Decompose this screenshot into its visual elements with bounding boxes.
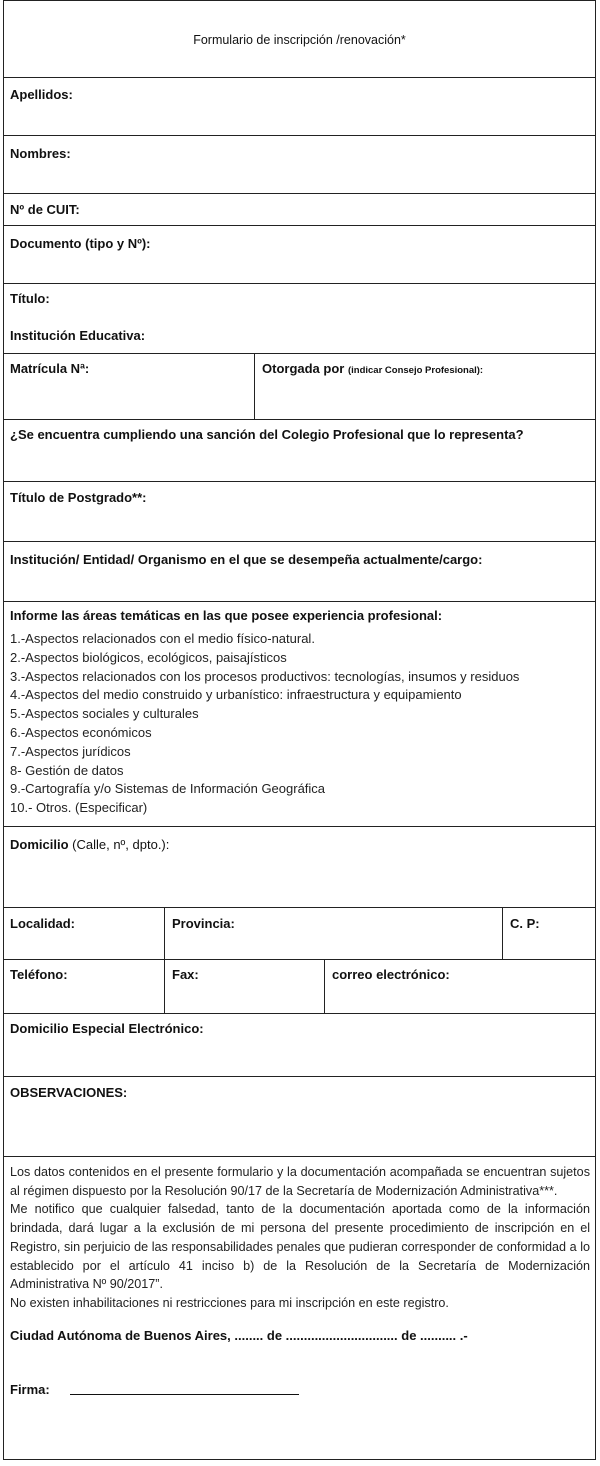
form-title: Formulario de inscripción /renovación* <box>193 33 406 47</box>
correo-cell[interactable] <box>324 960 596 1013</box>
titulo-row[interactable] <box>3 283 596 353</box>
apellidos-label: Apellidos: <box>10 87 73 102</box>
fax-cell[interactable] <box>164 960 324 1013</box>
documento-label: Documento (tipo y Nº): <box>10 236 151 251</box>
documento-row[interactable] <box>3 225 596 283</box>
domicilio-electronico-row[interactable] <box>3 1013 596 1076</box>
cuit-row[interactable] <box>3 193 596 225</box>
sancion-question: ¿Se encuentra cumpliendo una sanción del Colegio Profesional que lo representa? <box>10 427 524 442</box>
matricula-cell[interactable] <box>3 354 254 419</box>
domicilio-row[interactable] <box>3 826 596 907</box>
firma-label: Firma: <box>10 1382 50 1397</box>
nombres-label: Nombres: <box>10 146 71 161</box>
institucion-label: Institución Educativa: <box>10 328 146 343</box>
area-item-3: 3.-Aspectos relacionados con los procesos productivos: tecnologías, insumos y residuos <box>10 668 520 684</box>
title-row <box>3 0 596 77</box>
telefono-cell[interactable] <box>3 960 164 1013</box>
area-item-10: 10.- Otros. (Especificar) <box>10 800 148 816</box>
localidad-cell[interactable] <box>3 908 164 959</box>
area-item-4: 4.-Aspectos del medio construido y urbanístico: infraestructura y equipamiento <box>10 687 462 703</box>
localidad-label: Localidad: <box>10 916 76 931</box>
entidad-label: Institución/ Entidad/ Organismo en el que se desempeña actualmente/cargo: <box>10 552 483 567</box>
postgrado-label: Título de Postgrado**: <box>10 490 147 505</box>
fax-label: Fax: <box>172 967 199 982</box>
area-item-5: 5.-Aspectos sociales y culturales <box>10 706 199 722</box>
cp-label: C. P: <box>510 916 540 931</box>
area-item-8: 8- Gestión de datos <box>10 762 124 778</box>
areas-row <box>3 601 596 826</box>
areas-list <box>10 630 519 818</box>
area-item-7: 7.-Aspectos jurídicos <box>10 743 131 759</box>
observaciones-row[interactable] <box>3 1076 596 1156</box>
entidad-row[interactable] <box>3 541 596 601</box>
ciudad-fecha-line[interactable]: Ciudad Autónoma de Buenos Aires, ........ de ............................... de .......... .- <box>10 1328 468 1343</box>
observaciones-label: OBSERVACIONES: <box>10 1085 128 1100</box>
declaracion-paragraph-1: Los datos contenidos en el presente formulario y la documentación acompañada se encuentran sujetos al régimen dispuesto por la Resolución 90/17 de la Secretaría de Modernización Administrativa***. <box>10 1165 590 1198</box>
area-item-6: 6.-Aspectos económicos <box>10 724 152 740</box>
otorgada-label-note: (indicar Consejo Profesional): <box>347 365 484 376</box>
firma-signature-line <box>70 1394 299 1395</box>
domicilio-label-bold: Domicilio <box>10 837 69 852</box>
matricula-row <box>3 353 596 419</box>
area-item-9: 9.-Cartografía y/o Sistemas de Información Geográfica <box>10 781 326 797</box>
declaracion-paragraph-2: Me notifico que cualquier falsedad, tanto de la documentación aportada como de la información brindada, dará lugar a la exclusión de mi persona del presente procedimiento de inscripción en el Registro, sin perjuicio de las responsabilidades penales que pudieran corresponder de conformidad a lo establecido por el artículo 41 inciso b) de la Resolución de la Secretaría de Modernización Administrativa Nº 90/2017”. <box>10 1202 590 1292</box>
localidad-row <box>3 907 596 959</box>
area-item-2: 2.-Aspectos biológicos, ecológicos, paisajísticos <box>10 649 287 665</box>
sancion-row[interactable] <box>3 419 596 481</box>
provincia-cell[interactable] <box>164 908 502 959</box>
matricula-label: Matrícula Nª: <box>10 361 90 376</box>
declaracion-row <box>3 1156 596 1460</box>
otorgada-cell[interactable] <box>254 354 596 419</box>
provincia-label: Provincia: <box>172 916 235 931</box>
otorgada-label-bold: Otorgada por <box>262 361 345 376</box>
domicilio-label <box>10 837 169 852</box>
contacto-row <box>3 959 596 1013</box>
postgrado-row[interactable] <box>3 481 596 541</box>
areas-heading: Informe las áreas temáticas en las que posee experiencia profesional: <box>10 608 443 623</box>
otorgada-label <box>262 361 483 376</box>
area-item-1: 1.-Aspectos relacionados con el medio físico-natural. <box>10 631 315 646</box>
titulo-label: Título: <box>10 291 50 306</box>
domicilio-label-note: (Calle, nº, dpto.): <box>72 837 170 852</box>
firma-block[interactable] <box>10 1378 310 1402</box>
correo-label: correo electrónico: <box>332 967 450 982</box>
nombres-row[interactable] <box>3 135 596 193</box>
domicilio-electronico-label: Domicilio Especial Electrónico: <box>10 1021 204 1036</box>
declaracion-text <box>10 1163 590 1313</box>
telefono-label: Teléfono: <box>10 967 68 982</box>
cuit-label: Nº de CUIT: <box>10 202 80 217</box>
apellidos-row[interactable] <box>3 77 596 135</box>
declaracion-paragraph-3: No existen inhabilitaciones ni restricciones para mi inscripción en este registro. <box>10 1295 449 1310</box>
cp-cell[interactable] <box>502 908 596 959</box>
